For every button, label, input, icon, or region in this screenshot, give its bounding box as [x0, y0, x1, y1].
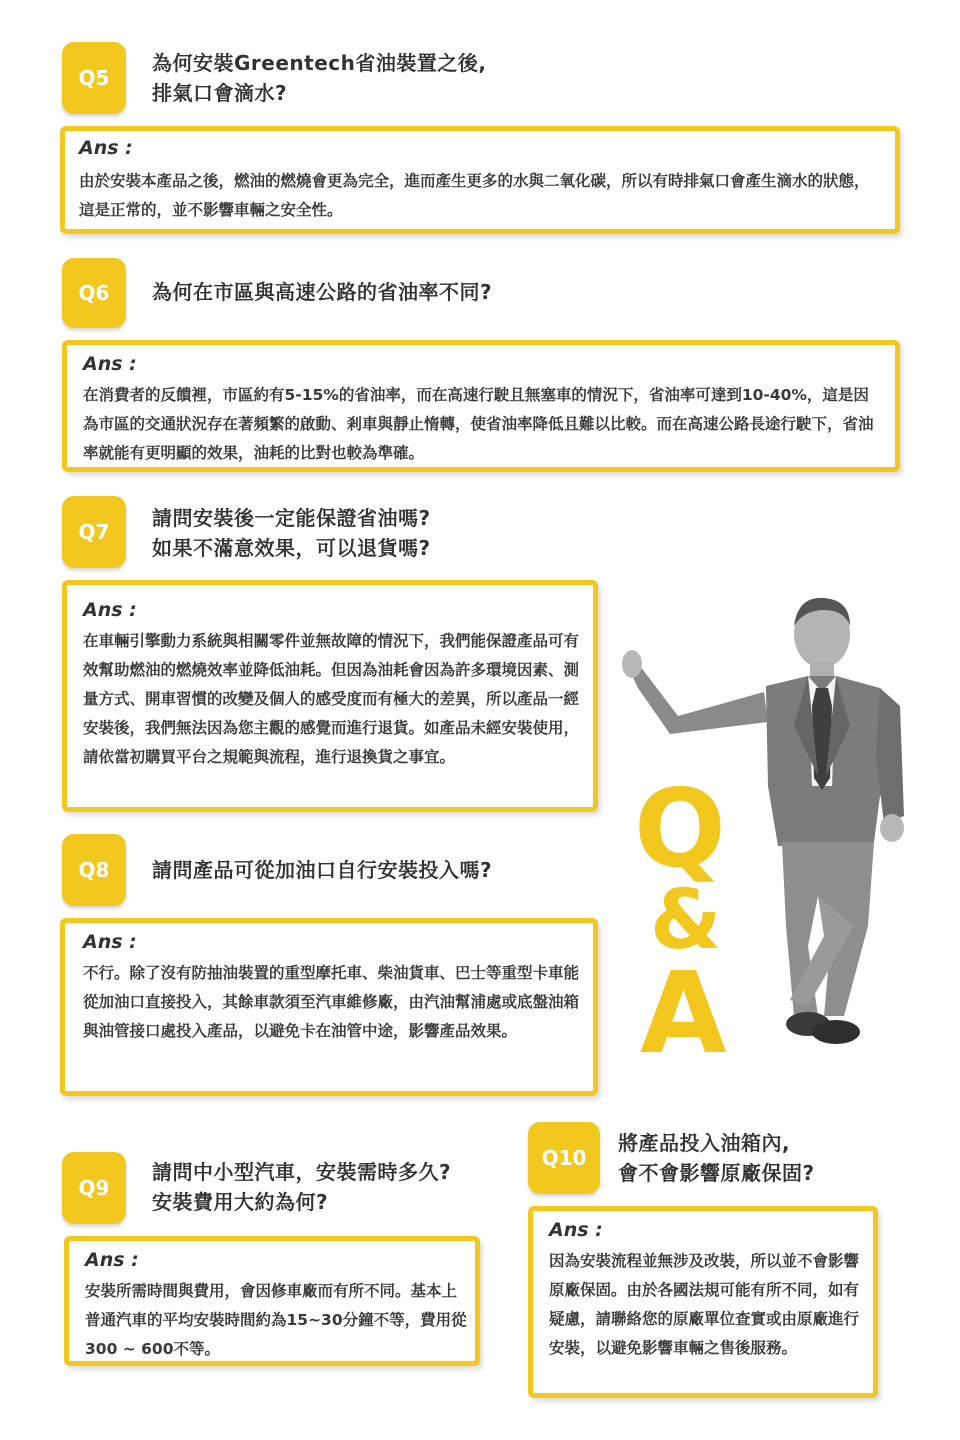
badge-q5: [62, 42, 126, 114]
badge-q9-label: Q9: [78, 1176, 110, 1200]
question-q10: 將產品投入油箱內, 會不會影響原廠保固?: [618, 1131, 815, 1185]
answer-text-q5: 由於安裝本產品之後，燃油的燃燒會更為完全，進而產生更多的水與二氧化碳，所以有時排氣口會產生滴水的狀態，這是正常的，並不影響車輛之安全性。: [79, 172, 870, 219]
ans-label-q8: Ans :: [83, 931, 137, 953]
qa-letter-a: A: [640, 949, 727, 1079]
qa-letter-q: Q: [634, 767, 726, 892]
badge-q6-label: Q6: [78, 281, 110, 305]
answer-text-q7: 在車輛引擎動力系統與相關零件並無故障的情況下，我們能保證產品可有效幫助燃油的燃燒效率並降低油耗。但因為油耗會因為許多環境因素、測量方式、開車習慣的改變及個人的感受度而有極大的差異，所以產品一經安裝後，我們無法因為您主觀的感覺而進行退貨。如產品未經安裝使用，請依當初購買平台之規範與流程，進行退換貨之事宜。: [83, 632, 580, 766]
question-q9: 請問中小型汽車，安裝需時多久? 安裝費用大約為何?: [152, 1160, 452, 1214]
badge-q7: [62, 496, 126, 568]
answer-text-q6: 在消費者的反饋裡，市區約有5-15%的省油率，而在高速行駛且無塞車的情況下，省油率可達到10-40%，這是因為市區的交通狀況存在著頻繁的啟動、剎車與靜止惰轉，使省油率降低且難以比較。而在高速公路長途行駛下，省油率就能有更明顯的效果，油耗的比對也較為準確。: [83, 386, 874, 462]
ans-label-q6: Ans :: [83, 353, 137, 375]
ans-label-q5: Ans :: [79, 137, 133, 159]
badge-q10: [528, 1122, 600, 1194]
answer-box-q5: [60, 126, 900, 234]
qa-letter-ampersand: &: [650, 873, 722, 968]
badge-q8: [62, 834, 126, 906]
badge-q6: [62, 258, 126, 328]
question-q6: 為何在市區與高速公路的省油率不同?: [152, 280, 493, 304]
answer-box-q7: [62, 580, 598, 812]
ans-label-q7: Ans :: [83, 599, 137, 621]
answer-box-q9: [64, 1236, 480, 1366]
badge-q7-label: Q7: [78, 520, 110, 544]
ans-label-q10: Ans :: [549, 1219, 603, 1241]
answer-box-q10: [528, 1206, 878, 1398]
question-q7: 請問安裝後一定能保證省油嗎? 如果不滿意效果，可以退貨嗎?: [152, 506, 431, 560]
ans-label-q9: Ans :: [85, 1249, 139, 1271]
answer-text-q10: 因為安裝流程並無涉及改裝，所以並不會影響原廠保固。由於各國法規可能有所不同，如有疑慮，請聯絡您的原廠單位查實或由原廠進行安裝，以避免影響車輛之售後服務。: [549, 1252, 860, 1357]
badge-q5-label: Q5: [78, 66, 110, 90]
badge-q9: [62, 1152, 126, 1224]
question-q5: 為何安裝Greentech省油裝置之後, 排氣口會滴水?: [152, 51, 487, 105]
answer-text-q9: 安裝所需時間與費用，會因修車廠而有所不同。基本上普通汽車的平均安裝時間約為15~30分鐘不等，費用從300 ~ 600不等。: [85, 1282, 467, 1358]
question-q8: 請問產品可從加油口自行安裝投入嗎?: [152, 858, 493, 882]
answer-box-q8: [60, 918, 598, 1096]
badge-q8-label: Q8: [78, 858, 110, 882]
badge-q10-label: Q10: [541, 1146, 587, 1170]
answer-text-q8: 不行。除了沒有防抽油裝置的重型摩托車、柴油貨車、巴士等重型卡車能從加油口直接投入，其餘車款須至汽車維修廠，由汽油幫浦處或底盤油箱與油管接口處投入產品，以避免卡在油管中途，影響產品效果。: [83, 964, 580, 1040]
businessman-leaning-icon: [618, 596, 908, 1066]
answer-box-q6: [62, 340, 900, 472]
